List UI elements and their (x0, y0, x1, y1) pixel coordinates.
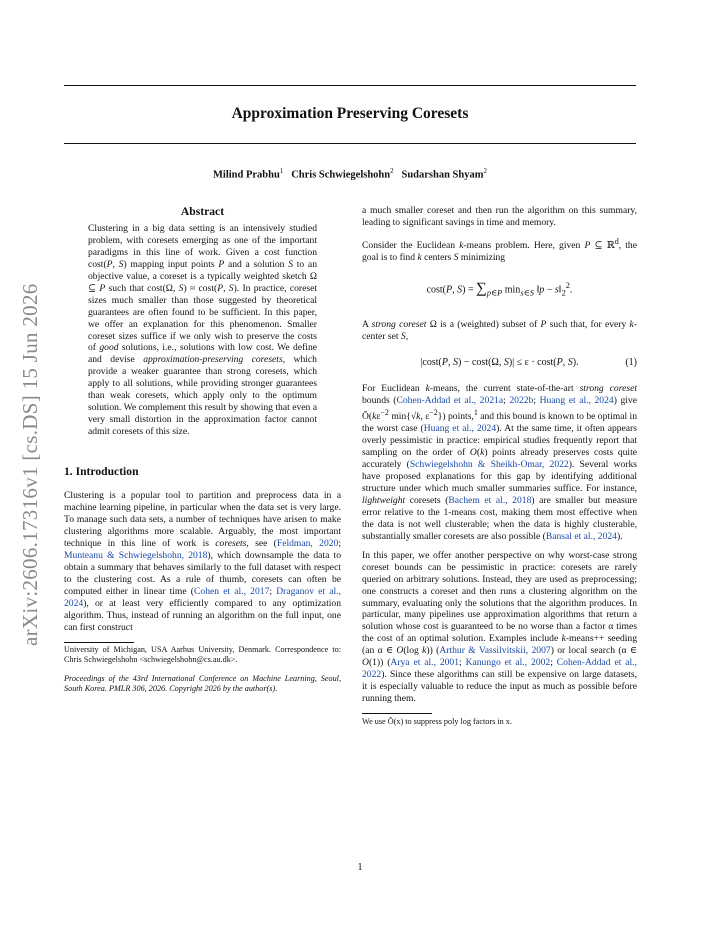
intro-paragraph: For Euclidean k-means, the current state-of-the-art strong coreset bounds (Cohen-Addad et al., 2021a; 2022b; Huang et al., 2024) give $Õ(k\varepsilon^{-2}$ min{√k, $\varepsilon^{-2}$}) points,$^1$ and this bound is known to be optimal in the worst case (Huang et al., 2024). At the same time, it often appears overly pessimistic in practice: empirical studies frequently report that sampling on the order of O(k) points already preserves costs quite accurately (Schwiegelshohn & Sheikh-Omar, 2022). Several works have proposed explanations for this gap by identifying additional structure under which much smaller summaries suffice. For instance, lightweight coresets (Bachem et al., 2018) are smaller but measure error relative to the 1-means cost, making them most effective when the data is not well clusterable; when the data is highly clusterable, substantially smaller coresets are also possible (Bansal et al., 2024). (362, 383, 638, 542)
author-affiliation-mark: 1 (279, 167, 284, 175)
intro-paragraph: Clustering is a popular tool to partition and preprocess data in a machine learning pipeline, in particular when the data set is very large. To manage such data sets, a number of techniques have arisen to make clustering algorithms more scalable. Arguably, the most important technique in this line of work is coresets, see (Feldman, 2020; Munteanu & Schwiegelshohn, 2018), which downsample the data to obtain a summary that behaves similarly to the full dataset with respect to the clustering cost. As a rule of thumb, coresets can often be computed either in linear time (Cohen et al., 2017; Draganov et al., 2024), or at least very efficiently compared to any optimization algorithm. Thus, instead of running an algorithm on the full input, one can first construct (64, 490, 342, 633)
proceedings-note: Proceedings of the 43rd International Conference on Machine Learning, Seoul, South Korea. PMLR 306, 2026. Copyright 2026 by the author(s). (64, 673, 341, 693)
intro-paragraph: A strong coreset Ω is a (weighted) subset of P such that, for every k-center set S, (362, 319, 637, 343)
affiliation-footnote: University of Michigan, USA Aarhus University, Denmark. Correspondence to: Chris Schwiegelshohn <schwiegelshohn@cs.au.dk>. (64, 645, 341, 665)
abstract-heading: Abstract (180, 205, 225, 218)
abstract-text: Clustering in a big data setting is an intensively studied problem, with coresets emerging as one of the important paradigms in this line of work. Given a cost function cost(P, S) mapping input points P and a solution S to an objective value, a coreset is a typically weighted sketch Ω ⊆ P such that cost(Ω, S) ≈ cost(P, S). In practice, coreset sizes much smaller than those suggested by theoretical guarantees are often found to be sufficient. In this paper, we offer an explanation for this phenomenon. Smaller coreset sizes suffice if we only wish to preserve the costs of good solutions, i.e., solutions with low cost. We define and devise approximation-preserving coresets, which provide a weaker guarantee than strong coresets, which apply to all solutions, while providing stronger guarantees than weak coresets, which apply only to the optimum solution. We complement this result by showing that even a very small distortion in the approximation factor cannot admit coresets of this size. (88, 222, 318, 438)
arxiv-identifier: arXiv:2606.17316v1 [cs.DS] 15 Jun 2026 (18, 283, 42, 647)
footnote-text: We use Õ(x) to suppress poly log factors in x. (362, 716, 512, 726)
author-name: Milind Prabhu (213, 169, 280, 181)
author-list (64, 167, 636, 181)
left-column (64, 205, 341, 693)
right-column (362, 205, 637, 727)
section-heading: 1. Introduction (64, 465, 139, 479)
author-affiliation-mark: 2 (483, 167, 487, 175)
title-bottom-rule (64, 143, 636, 144)
paper-title: Approximation Preserving Coresets (231, 105, 469, 122)
author-name: Chris Schwiegelshohn (291, 169, 391, 181)
footnote-rule (64, 642, 134, 643)
page-number: 1 (357, 862, 363, 873)
intro-paragraph: a much smaller coreset and then run the algorithm on this summary, leading to significant savings in time and memory. (362, 205, 637, 228)
author-name: Sudarshan Shyam (401, 169, 484, 181)
equation-strong-coreset: |cost(P, S) − cost(Ω, S)| ≤ ε · cost(P, S). (1) (420, 357, 637, 369)
top-rule (64, 85, 636, 86)
equation-cost: cost(P, $S) = \sum_{p\in P}$ $\min_{s\in S}$ ‖p − $s‖_2^2$. (426, 280, 573, 298)
intro-paragraph: In this paper, we offer another perspective on why worst-case strong coreset bounds can be pessimistic in practice: coresets are rarely queried on arbitrary solutions. Instead, they are used as preprocessing; one constructs a coreset and then runs a clustering algorithm on the summary, evaluating only the solutions that the algorithm produces. In particular, many pipelines use approximation algorithms that return a solution whose cost is guaranteed to be no worse than a factor α times the cost of an optimal solution. Examples include k-means++ seeding (an α ∈ O(log k)) (Arthur & Vassilvitskii, 2007) or local search (α ∈ O(1)) (Arya et al., 2001; Kanungo et al., 2002; Cohen-Addad et al., 2022). Since these algorithms can still be expensive on large datasets, it is especially valuable to reduce the input as much as possible before running them. (362, 549, 638, 705)
intro-paragraph: Consider the Euclidean k-means problem. Here, given P ⊆ ℝ$^d$, the goal is to find k centers S minimizing (362, 236, 637, 264)
author-affiliation-mark: 2 (390, 167, 394, 175)
footnote-rule (362, 713, 432, 714)
